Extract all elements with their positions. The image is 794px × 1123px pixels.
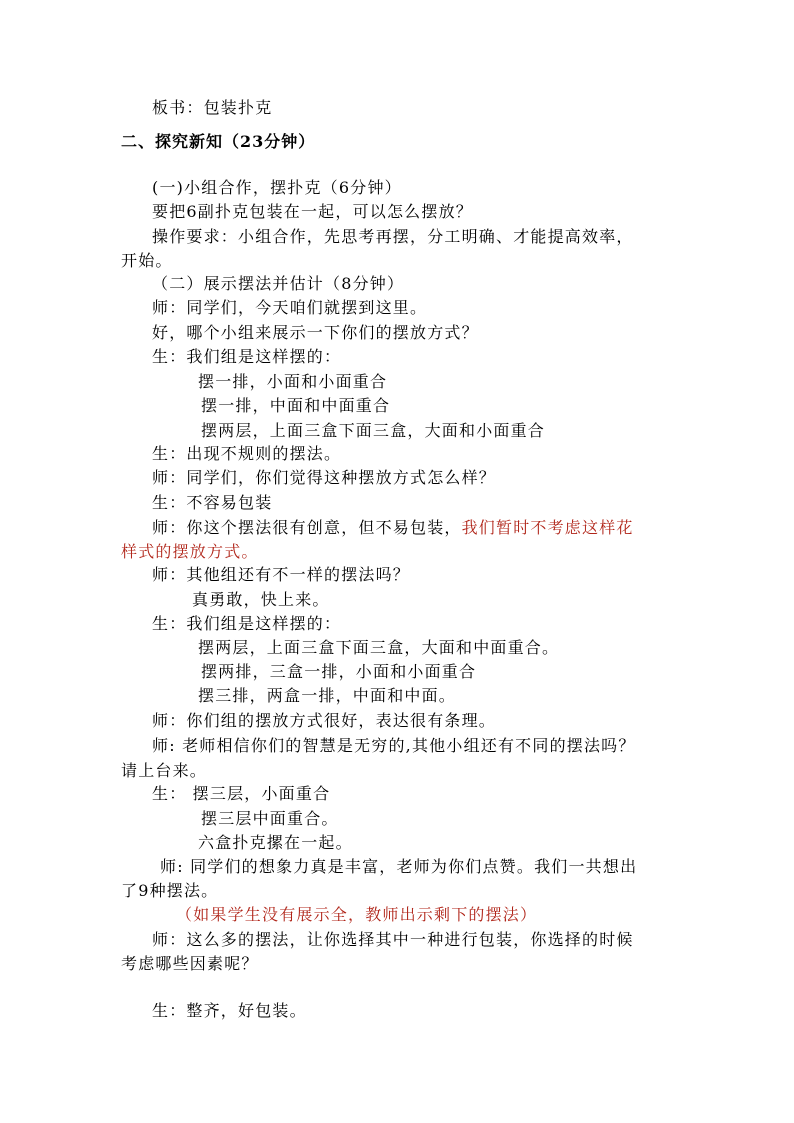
paragraph: 开始。 [121, 251, 173, 270]
teacher-line: 师: 同学们的想象力真是丰富，老师为你们点赞。我们一共想出 [160, 857, 638, 876]
teacher-line: 师: 老师相信你们的智慧是无穷的,其他小组还有不同的摆法吗？ [152, 736, 636, 755]
student-line: 生：不容易包装 [152, 493, 273, 512]
teacher-line: 师：这么多的摆法，让你选择其中一种进行包装，你选择的时候 [152, 930, 634, 949]
student-line: 生： 摆三层，小面重合 [152, 784, 331, 803]
arrangement-item: 摆一排，中面和中面重合 [201, 396, 391, 415]
teacher-line [152, 517, 634, 539]
part1-title: (一)小组合作，摆扑克（6分钟） [152, 178, 402, 197]
teacher-line: 师：你们组的摆放方式很好，表达很有条理。 [152, 711, 497, 730]
teacher-line: 考虑哪些因素呢？ [121, 954, 259, 973]
student-line: 生：我们组是这样摆的： [152, 614, 342, 633]
arrangement-item: 六盒扑克摞在一起。 [198, 833, 353, 852]
arrangement-item: 摆三层中面重合。 [201, 809, 339, 828]
highlight-text: 样式的摆放方式。 [121, 542, 259, 561]
arrangement-item: 摆一排，小面和小面重合 [198, 372, 388, 391]
student-line: 生：出现不规则的摆法。 [152, 444, 342, 463]
student-line: 生：整齐，好包装。 [152, 1001, 307, 1020]
board-title: 板书：包装扑克 [152, 98, 273, 117]
paragraph: 操作要求：小组合作，先思考再摆，分工明确、才能提高效率， [152, 227, 634, 246]
student-line: 生：我们组是这样摆的： [152, 347, 342, 366]
teacher-line: 好，哪个小组来展示一下你们的摆放方式？ [152, 323, 479, 342]
arrangement-item: 摆两层，上面三盒下面三盒，大面和中面重合。 [198, 638, 560, 657]
teacher-line: 师：同学们，今天咱们就摆到这里。 [152, 298, 428, 317]
highlight-text: 我们暂时不考虑这样花 [461, 518, 634, 537]
teacher-line: 了9种摆法。 [121, 881, 219, 900]
part2-title: （二）展示摆法并估计（8分钟） [152, 274, 405, 293]
teacher-line: 师：其他组还有不一样的摆法吗？ [152, 565, 411, 584]
teacher-line: 请上台来。 [121, 761, 208, 780]
section-heading: 二、探究新知（23分钟） [121, 132, 316, 151]
teacher-line: 师：同学们，你们觉得这种摆放方式怎么样？ [152, 468, 497, 487]
teacher-line: 真勇敢，快上来。 [192, 590, 330, 609]
arrangement-item: 摆三排，两盒一排，中面和中面。 [198, 686, 457, 705]
arrangement-item: 摆两排，三盒一排，小面和小面重合 [201, 662, 477, 681]
note-line: （如果学生没有展示全，教师出示剩下的摆法） [176, 905, 538, 924]
paragraph: 要把6副扑克包装在一起，可以怎么摆放？ [152, 202, 473, 221]
arrangement-item: 摆两层，上面三盒下面三盒，大面和小面重合 [201, 421, 546, 440]
teacher-line-text: 师：你这个摆法很有创意，但不易包装， [152, 518, 462, 537]
